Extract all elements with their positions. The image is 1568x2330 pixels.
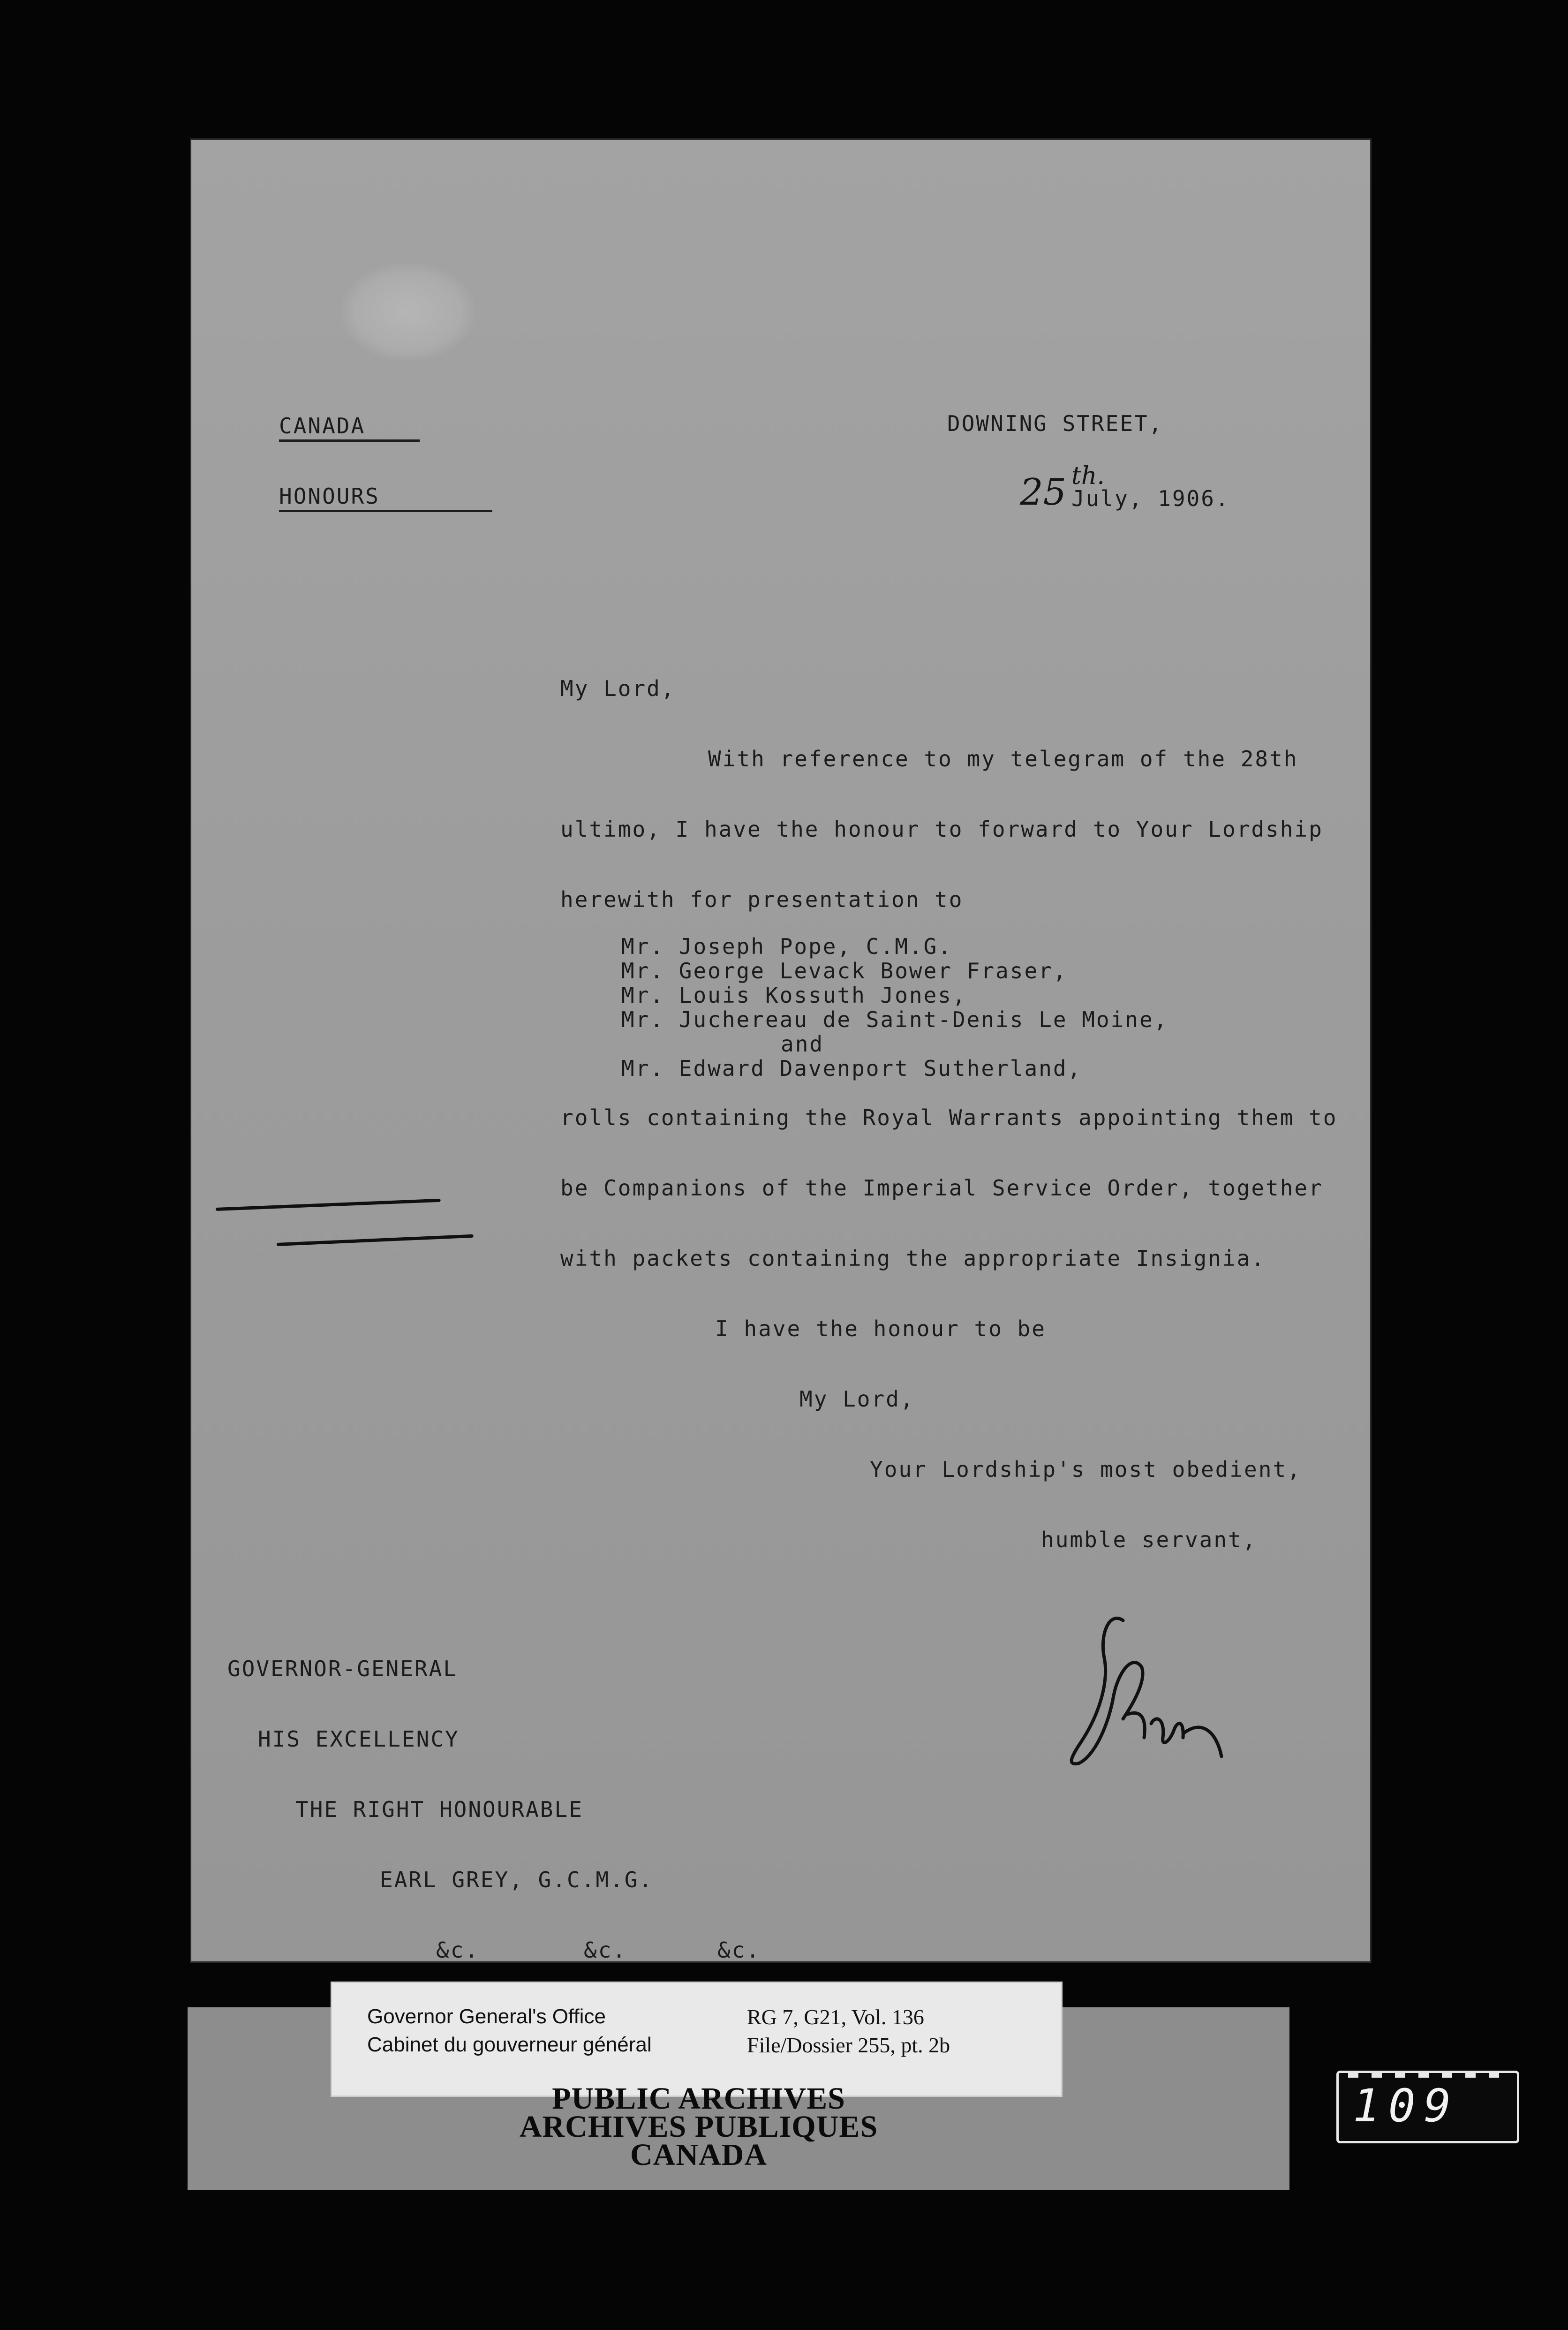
addressee-line: EARL GREY, G.C.M.G. bbox=[380, 1867, 654, 1892]
addressee-line: &c. bbox=[436, 1937, 480, 1963]
frame-counter bbox=[1336, 2071, 1519, 2143]
addressee-line: &c. bbox=[717, 1937, 761, 1963]
addressee-line: HIS EXCELLENCY bbox=[258, 1726, 460, 1752]
stamp-line: ARCHIVES PUBLIQUES bbox=[519, 2110, 878, 2144]
heading-honours: HONOURS bbox=[279, 484, 380, 509]
recipient: Mr. Louis Kossuth Jones, bbox=[621, 983, 967, 1008]
date: July, 1906. bbox=[1071, 486, 1230, 511]
embossed-seal bbox=[340, 263, 476, 361]
recipient: Mr. George Levack Bower Fraser, bbox=[621, 958, 1068, 983]
body-line: with packets containing the appropriate Insignia. bbox=[560, 1246, 1266, 1271]
closing-line: My Lord, bbox=[799, 1386, 915, 1412]
film-perforation bbox=[1372, 2071, 1382, 2078]
film-perforation bbox=[1442, 2071, 1452, 2078]
film-perforation bbox=[1418, 2071, 1429, 2078]
date-day: 25 bbox=[1020, 471, 1067, 514]
closing-line: humble servant, bbox=[1041, 1527, 1257, 1552]
film-perforation bbox=[1465, 2071, 1476, 2078]
film-perforation bbox=[1348, 2071, 1358, 2078]
addressee-line: THE RIGHT HONOURABLE bbox=[295, 1797, 583, 1822]
archives-stamp bbox=[483, 2081, 914, 2176]
body-line: rolls containing the Royal Warrants appointing them to bbox=[560, 1105, 1338, 1130]
film-perforation bbox=[1489, 2071, 1499, 2078]
office-fr: Cabinet du gouverneur général bbox=[367, 2033, 652, 2056]
film-perforation bbox=[1395, 2071, 1405, 2078]
date-suffix: th. bbox=[1071, 462, 1105, 490]
body-line: ultimo, I have the honour to forward to Your Lordship bbox=[560, 817, 1323, 842]
address: DOWNING STREET, bbox=[947, 411, 1163, 436]
frame-number: 109 bbox=[1353, 2080, 1460, 2132]
body-line: herewith for presentation to bbox=[560, 887, 964, 912]
recipient-and: and bbox=[781, 1031, 824, 1057]
recipient: Mr. Joseph Pope, C.M.G. bbox=[621, 934, 952, 959]
addressee-line: GOVERNOR-GENERAL bbox=[227, 1656, 458, 1681]
recipient: Mr. Juchereau de Saint-Denis Le Moine, bbox=[621, 1007, 1168, 1032]
letter-page bbox=[190, 138, 1372, 1963]
closing-line: I have the honour to be bbox=[715, 1316, 1046, 1341]
archive-label bbox=[331, 1982, 1063, 2097]
stamp-line: PUBLIC ARCHIVES bbox=[552, 2081, 845, 2116]
body-line: be Companions of the Imperial Service Order, together bbox=[560, 1175, 1323, 1201]
office-en: Governor General's Office bbox=[367, 2005, 606, 2028]
recipient: Mr. Edward Davenport Sutherland, bbox=[621, 1056, 1082, 1081]
underline bbox=[279, 439, 420, 442]
salutation: My Lord, bbox=[560, 676, 676, 701]
stamp-line: CANADA bbox=[630, 2138, 767, 2172]
reference-file: File/Dossier 255, pt. 2b bbox=[747, 2033, 950, 2057]
body-line: With reference to my telegram of the 28th bbox=[708, 746, 1298, 772]
addressee-line: &c. bbox=[584, 1937, 627, 1963]
heading-canada: CANADA bbox=[279, 413, 366, 439]
closing-line: Your Lordship's most obedient, bbox=[870, 1457, 1302, 1482]
underline bbox=[279, 510, 492, 512]
reference-rg: RG 7, G21, Vol. 136 bbox=[747, 2005, 924, 2029]
handwritten-signature bbox=[1053, 1602, 1231, 1800]
